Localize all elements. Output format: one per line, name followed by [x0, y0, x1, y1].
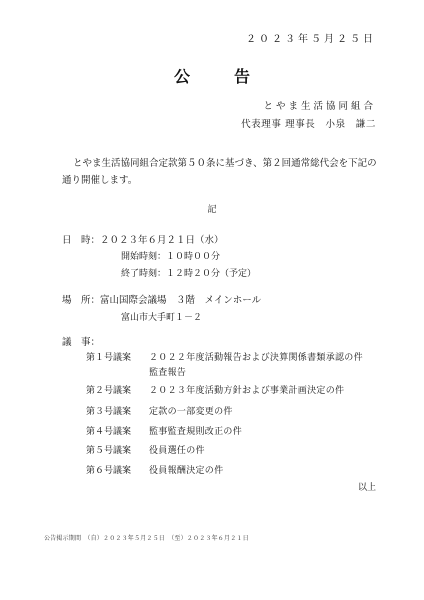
agenda-item-text: 定款の一部変更の件 [149, 407, 233, 417]
place-address: 富山市大手町１－２ [121, 313, 203, 323]
agenda-item-no: 第５号議案 [86, 446, 132, 456]
datetime-label: 日 時： [62, 235, 101, 246]
organization-name: とやま生活協同組合 [263, 101, 376, 112]
end-time: 終了時刻：１２時２０分（予定） [121, 269, 257, 279]
intro-paragraph [62, 155, 382, 189]
intro-line-1: とやま生活協同組合定款第５０条に基づき、第２回通常総代会を下記の [73, 158, 377, 169]
document-title: 公 告 [173, 67, 264, 86]
closing-mark: 以上 [357, 483, 376, 493]
agenda-item-no: 第３号議案 [86, 407, 132, 417]
datetime-value: ２０２３年６月２１日（水） [100, 235, 224, 246]
ki-marker: 記 [207, 205, 217, 215]
agenda-item-text: ２０２２年度活動報告および決算関係書類承認の件 [149, 353, 363, 363]
document-date: ２０２３年５月２５日 [246, 34, 376, 45]
agenda-item-sub: 監査報告 [149, 368, 187, 378]
place-value: 富山国際会議場 ３階 メインホール [100, 295, 262, 306]
agenda-item-no: 第４号議案 [86, 427, 132, 437]
agenda-item-text: 役員報酬決定の件 [149, 466, 224, 476]
agenda-item-no: 第１号議案 [86, 353, 132, 363]
agenda-item-text: ２０２３年度活動方針および事業計画決定の件 [149, 386, 345, 396]
start-time: 開始時刻：１０時００分 [121, 252, 221, 262]
agenda-label: 議 事： [62, 337, 101, 348]
representative-name: 代表理事 理事長 小泉 謙二 [241, 119, 376, 130]
posting-period: 公告掲示期間 （自）２０２３年５月２５日 （至）２０２３年６月２１日 [44, 535, 249, 542]
agenda-item-no: 第６号議案 [86, 466, 132, 476]
agenda-item-text: 監事監査規則改正の件 [149, 427, 243, 437]
agenda-item-no: 第２号議案 [86, 386, 132, 396]
place-label: 場 所： [62, 295, 101, 306]
agenda-item-text: 役員選任の件 [149, 446, 205, 456]
intro-line-2: 通り開催します。 [62, 175, 138, 186]
